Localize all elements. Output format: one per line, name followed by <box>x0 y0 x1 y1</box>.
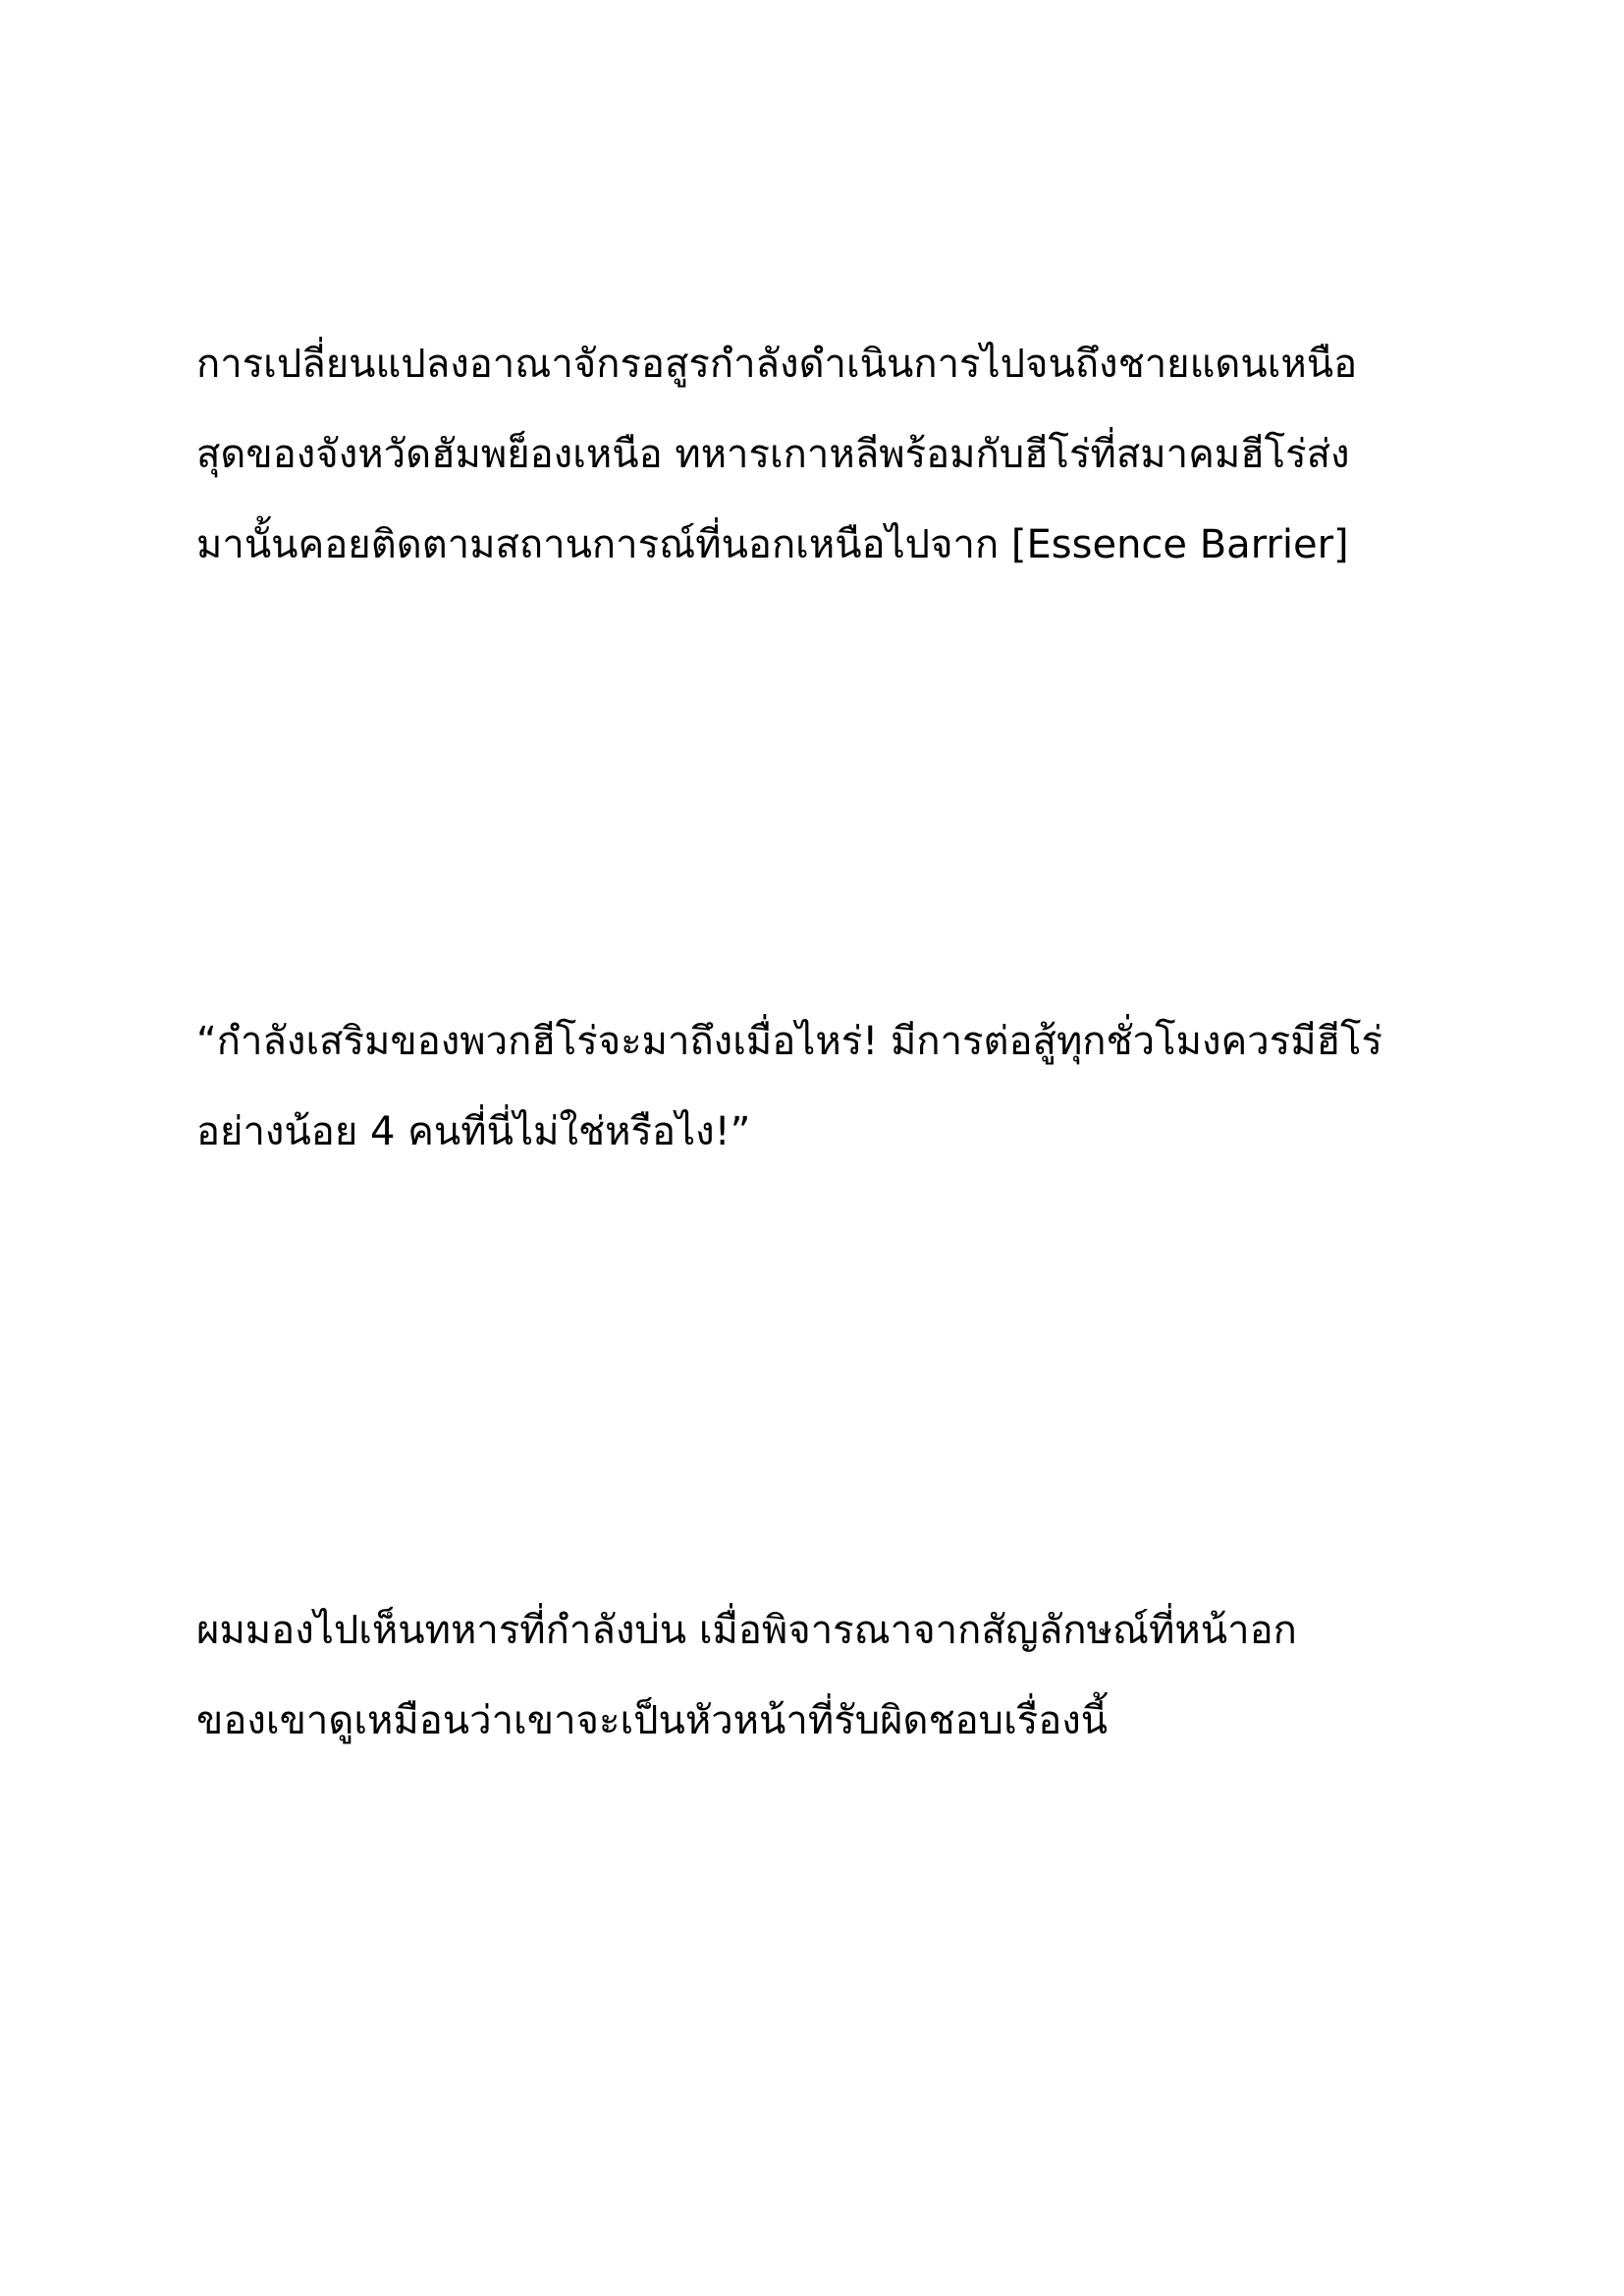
text-line: ผมมองไปเห็นทหารที่กำลังบ่น เมื่อพิจารณาจากสัญลักษณ์ที่หน้าอก <box>196 1608 1297 1653</box>
text-line: อย่างน้อย 4 คนที่นี่ไม่ใช่หรือไง!” <box>196 1109 751 1154</box>
text-line: “กำลังเสริมของพวกฮีโร่จะมาถึงเมื่อไหร่! มีการต่อสู้ทุกชั่วโมงควรมีฮีโร่ <box>196 1019 1382 1064</box>
paragraph-dialogue-complaint <box>196 996 1453 1177</box>
text-line: มานั้นคอยติดตามสถานการณ์ที่นอกเหนือไปจาก [Essence Barrier] <box>196 522 1349 567</box>
text-line: ของเขาดูเหมือนว่าเขาจะเป็นหัวหน้าที่รับผิดชอบเรื่องนี้ <box>196 1698 1109 1743</box>
paragraph-narration-soldier <box>196 1585 1453 1766</box>
text-line: การเปลี่ยนแปลงอาณาจักรอสูรกำลังดำเนินการไปจนถึงชายแดนเหนือ <box>196 342 1358 387</box>
text-line: สุดของจังหวัดฮัมพย็องเหนือ ทหารเกาหลีพร้อมกับฮีโร่ที่สมาคมฮีโร่ส่ง <box>196 432 1350 477</box>
paragraph-narration-border <box>196 319 1453 590</box>
